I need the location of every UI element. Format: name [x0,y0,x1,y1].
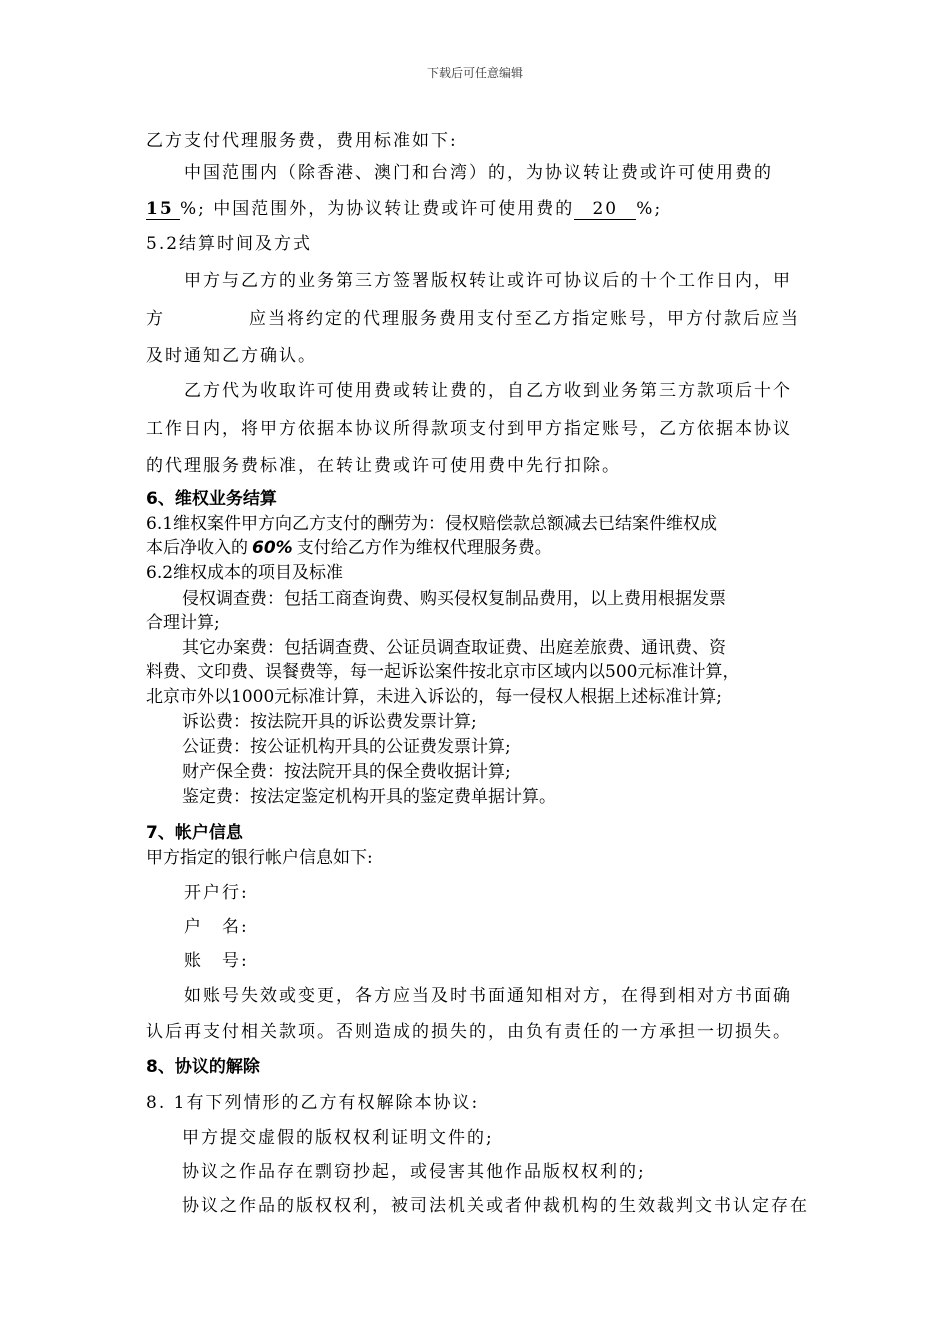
section-5-2-title: 5.2结算时间及方式 [146,234,313,254]
litigation-fee: 诉讼费：按法院开具的诉讼费发票计算; [182,712,477,732]
account-name-label: 户 名: [184,917,249,937]
settlement-p2-line1: 乙方代为收取许可使用费或转让费的，自乙方收到业务第三方款项后十个 [184,381,792,401]
termination-case-2: 协议之作品存在剽窃抄起，或侵害其他作品版权权利的; [182,1162,646,1182]
section-6-1-line2 [146,537,552,559]
domestic-fee-line: 中国范围内（除香港、澳门和台湾）的，为协议转让费或许可使用费的 [184,163,773,183]
page-header: 下载后可任意编辑 [426,66,523,80]
fee-rates-end: %; [636,199,663,219]
section-8-1-title: 8. 1有下列情形的乙方有权解除本协议: [146,1093,480,1113]
other-fee-line2: 料费、文印费、误餐费等，每一起诉讼案件按北京市区域内以500元标准计算， [146,662,740,682]
investigation-fee-line1: 侵权调查费：包括工商查询费、购买侵权复制品费用，以上费用根据发票 [182,589,726,609]
settlement-party-a: 方 [146,309,165,329]
bank-label: 开户行: [184,883,249,903]
section-8-title: 8、协议的解除 [146,1057,260,1077]
settlement-p1-line3: 及时通知乙方确认。 [146,346,317,366]
account-change-line1: 如账号失效或变更，各方应当及时书面通知相对方，在得到相对方书面确 [184,986,792,1006]
termination-case-1: 甲方提交虚假的版权权利证明文件的; [182,1128,494,1148]
section-7-title: 7、帐户信息 [146,823,243,843]
termination-case-3: 协议之作品的版权权利，被司法机关或者仲裁机构的生效裁判文书认定存在 [182,1196,809,1216]
section-6-1-line1: 6.1维权案件甲方向乙方支付的酬劳为：侵权赔偿款总额减去已结案件维权成 [146,514,718,534]
foreign-fee-text: %; 中国范围外，为协议转让费或许可使用费的 [180,199,575,219]
fee-rates-line [146,198,662,220]
foreign-rate-value: 20 [574,199,636,220]
appraisal-fee: 鉴定费：按法定鉴定机构开具的鉴定费单据计算。 [182,787,556,807]
investigation-fee-line2: 合理计算; [146,613,220,633]
account-number-label: 账 号: [184,951,249,971]
section-6-1-text-b: 支付给乙方作为维权代理服务费。 [296,538,552,558]
section-6-title: 6、维权业务结算 [146,489,277,509]
section-6-2-title: 6.2维权成本的项目及标准 [146,563,344,583]
preservation-fee: 财产保全费：按法院开具的保全费收据计算; [182,762,511,782]
account-intro: 甲方指定的银行帐户信息如下: [146,848,373,868]
other-fee-line1: 其它办案费：包括调查费、公证员调查取证费、出庭差旅费、通讯费、资 [182,638,726,658]
section-6-1-text-a: 本后净收入的 [146,538,248,558]
rights-fee-percent: 60% [252,538,293,558]
settlement-p1-line1: 甲方与乙方的业务第三方签署版权转让或许可协议后的十个工作日内，甲 [184,271,792,291]
settlement-p1-line2 [146,308,800,330]
domestic-rate-value: 15 [146,199,180,220]
settlement-p2-line3: 的代理服务费标准，在转让费或许可使用费中先行扣除。 [146,456,621,476]
account-change-line2: 认后再支付相关款项。否则造成的损失的，由负有责任的一方承担一切损失。 [146,1022,792,1042]
fee-standard-intro: 乙方支付代理服务费，费用标准如下: [146,131,458,151]
settlement-payment-text: 应当将约定的代理服务费用支付至乙方指定账号，甲方付款后应当 [249,309,800,329]
notary-fee: 公证费：按公证机构开具的公证费发票计算; [182,737,511,757]
settlement-p2-line2: 工作日内，将甲方依据本协议所得款项支付到甲方指定账号，乙方依据本协议 [146,419,792,439]
other-fee-line3: 北京市外以1000元标准计算，未进入诉讼的，每一侵权人根据上述标准计算; [146,687,722,707]
